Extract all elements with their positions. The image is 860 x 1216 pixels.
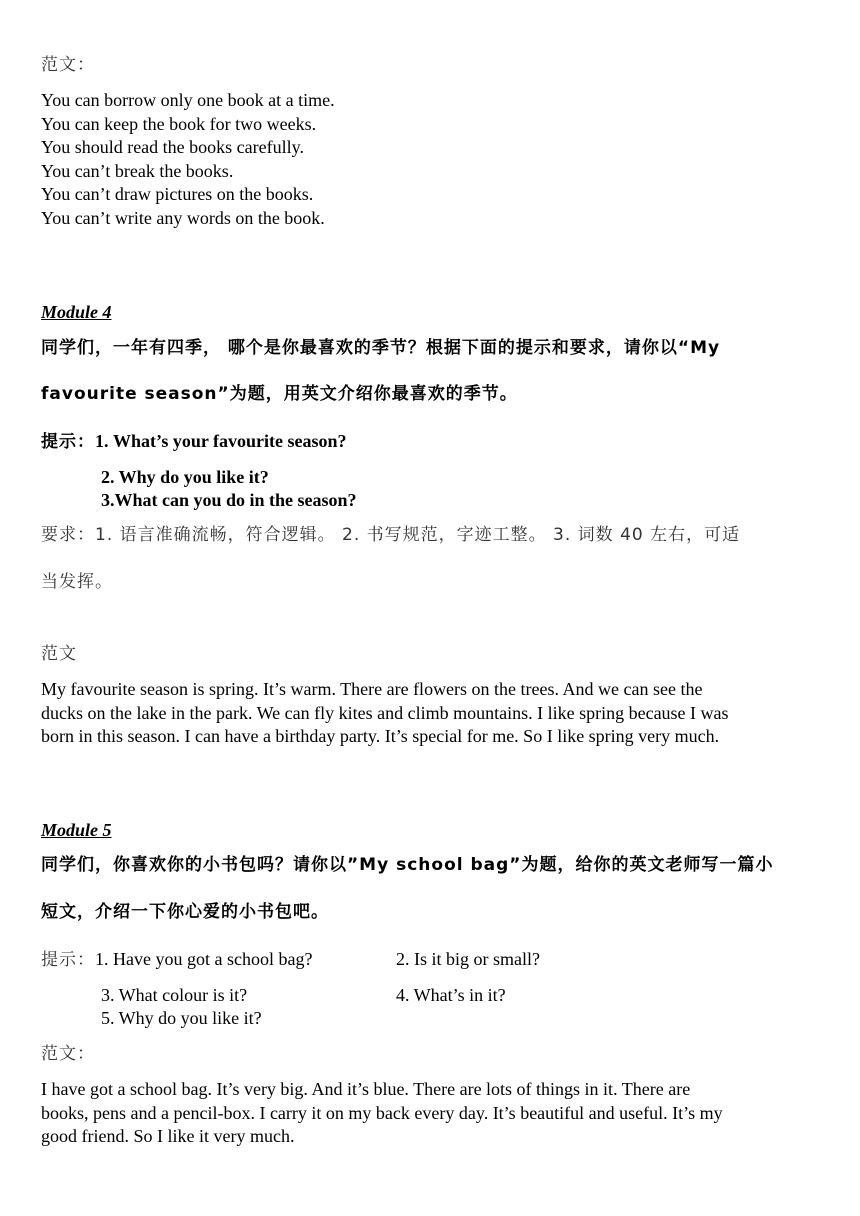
sample-line: ducks on the lake in the park. We can fly kites and climb mountains. I like spring because I was (41, 702, 729, 723)
hint-label: 提示： (41, 432, 95, 452)
sample-line: good friend. So I like it very much. (41, 1126, 295, 1146)
module-4-heading: Module 4 (41, 302, 112, 322)
hint-item: 3. What colour is it? (101, 985, 248, 1005)
hint-item: 5. Why do you like it? (101, 1008, 262, 1028)
module-4-sample-label: 范文 (41, 644, 77, 664)
module-5-sample-text (41, 1078, 723, 1149)
sample-text-block (41, 89, 335, 230)
hint-item: 2. Why do you like it? (101, 467, 269, 487)
hint-item: 3.What can you do in the season? (101, 490, 357, 510)
module-4-prompt-line-1: 同学们，一年有四季， 哪个是你最喜欢的季节？根据下面的提示和要求，请你以“My (41, 338, 721, 358)
module-4-prompt-line-2: favourite season”为题，用英文介绍你最喜欢的季节。 (41, 384, 518, 404)
module-5-prompt-line-2: 短文，介绍一下你心爱的小书包吧。 (41, 902, 329, 922)
sample-line: You can borrow only one book at a time. (41, 90, 335, 110)
sample-line: You should read the books carefully. (41, 137, 304, 157)
module-4-sample-text (41, 678, 729, 749)
hint-item: 1. What’s your favourite season? (95, 431, 347, 451)
module-5-sample-label: 范文： (41, 1044, 95, 1064)
hint-item: 2. Is it big or small? (396, 949, 540, 969)
sample-line: You can’t break the books. (41, 160, 234, 181)
module-4-requirements-line-2: 当发挥。 (41, 572, 113, 592)
module-4-requirements-line-1: 要求：1. 语言准确流畅，符合逻辑。 2. 书写规范，字迹工整。 3. 词数 40 左右，可适 (41, 525, 741, 545)
sample-line: My favourite season is spring. It’s warm. There are flowers on the trees. And we can see the (41, 679, 703, 699)
sample-line: born in this season. I can have a birthday party. It’s special for me. So I like spring very much. (41, 726, 720, 746)
hint-item: 1. Have you got a school bag? (95, 949, 313, 969)
hint-label: 提示： (41, 950, 95, 970)
hint-item: 4. What’s in it? (396, 985, 506, 1005)
sample-line: I have got a school bag. It’s very big. And it’s blue. There are lots of things in it. There are (41, 1079, 691, 1099)
module-5-hints-row-1 (41, 948, 821, 973)
sample-line: You can keep the book for two weeks. (41, 113, 317, 134)
sample-line: books, pens and a pencil-box. I carry it on my back every day. It’s beautiful and useful. It’s my (41, 1102, 723, 1123)
sample-label: 范文： (41, 55, 95, 75)
sample-line: You can’t draw pictures on the books. (41, 184, 314, 204)
module-5-heading: Module 5 (41, 820, 112, 840)
sample-line: You can’t write any words on the book. (41, 207, 325, 228)
module-5-prompt-line-1: 同学们，你喜欢你的小书包吗？请你以”My school bag”为题，给你的英文老师写一篇小 (41, 855, 774, 875)
module-4-hints (41, 430, 821, 455)
